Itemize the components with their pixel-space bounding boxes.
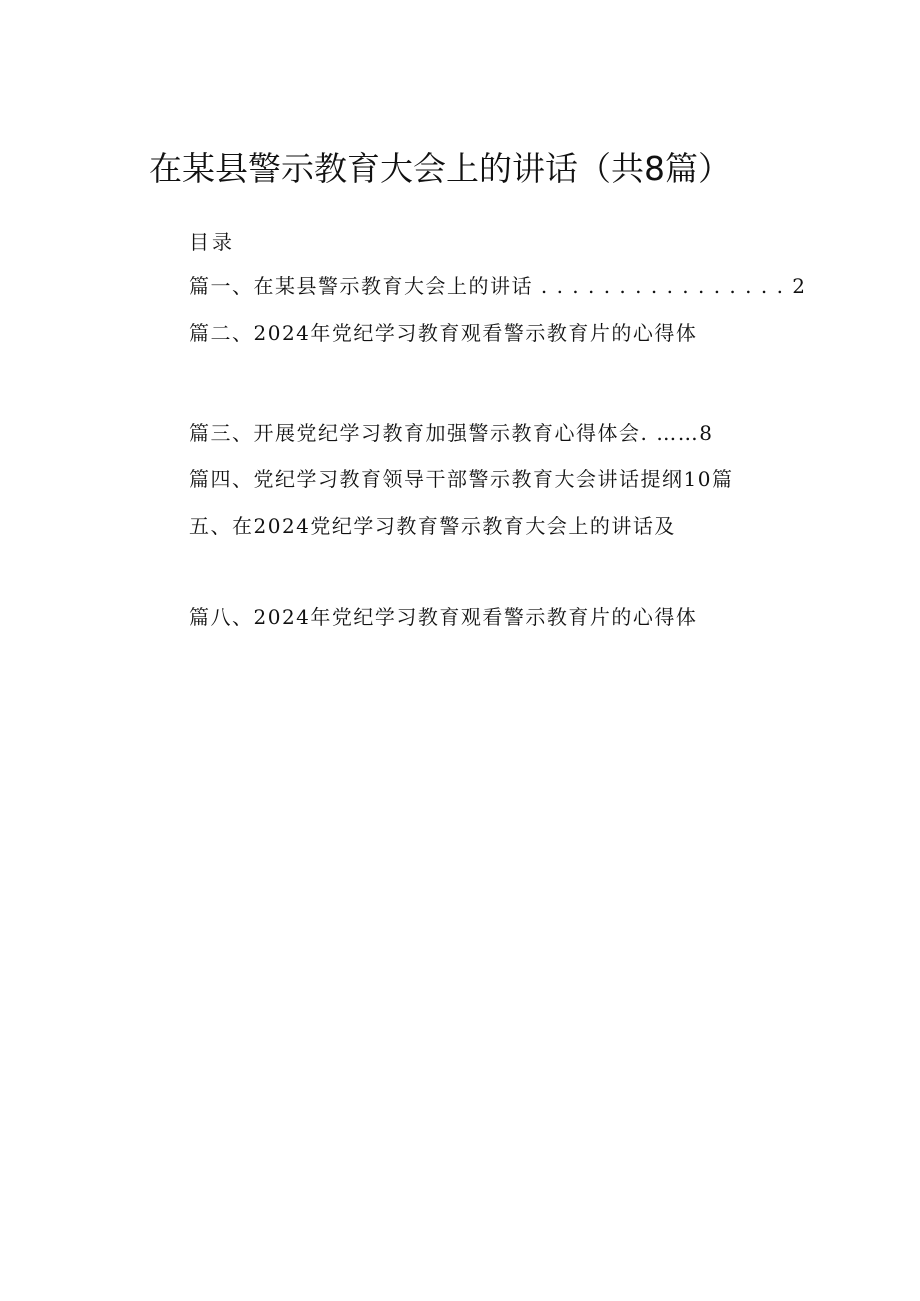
toc-item-1[interactable]: 篇一、在某县警示教育大会上的讲话 . . . . . . . . . . . . . . . . 2 xyxy=(189,274,807,298)
toc-item-5[interactable]: 五、在2024党纪学习教育警示教育大会上的讲话及 xyxy=(189,514,676,538)
toc-item-4[interactable]: 篇四、党纪学习教育领导干部警示教育大会讲话提纲10篇 xyxy=(189,467,734,491)
toc-item-6[interactable]: 篇八、2024年党纪学习教育观看警示教育片的心得体 xyxy=(189,605,698,629)
document-title: 在某县警示教育大会上的讲话（共8篇） xyxy=(149,149,731,188)
toc-item-3[interactable]: 篇三、开展党纪学习教育加强警示教育心得体会. ……8 xyxy=(189,421,714,445)
toc-item-2[interactable]: 篇二、2024年党纪学习教育观看警示教育片的心得体 xyxy=(189,321,698,345)
toc-label: 目录 xyxy=(189,230,235,254)
